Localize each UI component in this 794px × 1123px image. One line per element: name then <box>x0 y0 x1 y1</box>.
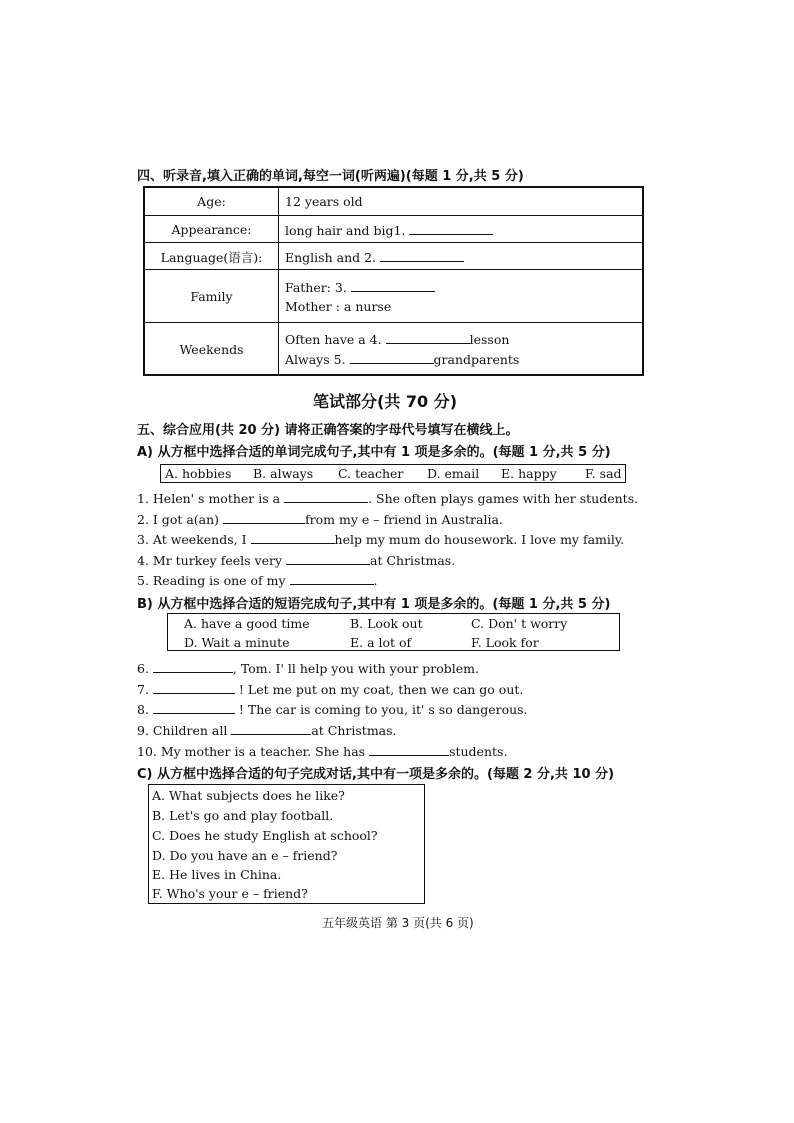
section5-heading: 五、综合应用(共 20 分) 请将正确答案的字母代号填写在横线上。 <box>137 423 519 438</box>
question-8: 8. ! The car is coming to you, it' s so dangerous. <box>137 702 528 717</box>
answer-blank[interactable] <box>153 701 235 714</box>
row-value: long hair and big1. <box>285 222 406 238</box>
row-key: Weekends <box>145 323 279 375</box>
table-row <box>145 322 642 375</box>
row-value: 12 years old <box>285 194 363 209</box>
question-10: 10. My mother is a teacher. She has students. <box>137 744 508 759</box>
option-c: C. teacher <box>338 466 404 481</box>
option-a: A. hobbies <box>165 466 232 481</box>
option-e: E. a lot of <box>350 635 412 650</box>
section4-heading: 四、听录音,填入正确的单词,每空一词(听两遍)(每题 1 分,共 5 分) <box>137 169 524 184</box>
table-row <box>145 242 642 270</box>
row-key: Language(语言): <box>145 243 279 270</box>
option-b: B. always <box>253 466 314 481</box>
option-a: A. have a good time <box>184 616 310 631</box>
partB-heading: B) 从方框中选择合适的短语完成句子,其中有 1 项是多余的。(每题 1 分,共 5 分) <box>137 597 611 612</box>
question-1: 1. Helen' s mother is a . She often plays games with her students. <box>137 491 639 506</box>
answer-blank[interactable] <box>290 572 374 585</box>
option-b: B. Let's go and play football. <box>152 808 334 823</box>
option-f: F. sad <box>585 466 622 481</box>
answer-blank[interactable] <box>286 552 370 565</box>
partA-option-box <box>160 464 626 483</box>
question-3: 3. At weekends, I help my mum do housework. I love my family. <box>137 532 625 547</box>
answer-blank[interactable] <box>153 660 233 673</box>
question-2: 2. I got a(an) from my e – friend in Australia. <box>137 512 503 527</box>
row-value: Mother : a nurse <box>285 299 392 314</box>
answer-blank[interactable] <box>369 743 449 756</box>
answer-blank-3[interactable] <box>351 279 435 292</box>
answer-blank[interactable] <box>251 531 335 544</box>
partA-heading: A) 从方框中选择合适的单词完成句子,其中有 1 项是多余的。(每题 1 分,共 5 分) <box>137 445 611 460</box>
question-4: 4. Mr turkey feels very at Christmas. <box>137 553 456 568</box>
question-9: 9. Children all at Christmas. <box>137 723 397 738</box>
table-row <box>145 269 642 323</box>
row-key: Family <box>145 270 279 323</box>
option-e: E. happy <box>501 466 557 481</box>
option-d: D. Do you have an e – friend? <box>152 848 338 863</box>
option-d: D. Wait a minute <box>184 635 290 650</box>
option-e: E. He lives in China. <box>152 867 282 882</box>
answer-blank-1[interactable] <box>409 222 493 235</box>
option-c: C. Does he study English at school? <box>152 828 378 843</box>
page-footer: 五年级英语 第 3 页(共 6 页) <box>322 916 474 930</box>
row-value: Always 5. <box>285 352 346 367</box>
table-row <box>145 188 642 215</box>
answer-blank[interactable] <box>231 722 311 735</box>
row-tail: lesson <box>469 332 510 347</box>
answer-blank[interactable] <box>284 490 368 503</box>
question-5: 5. Reading is one of my . <box>137 573 378 588</box>
option-f: F. Who's your e – friend? <box>152 886 308 901</box>
option-f: F. Look for <box>471 635 539 650</box>
answer-blank-4[interactable] <box>386 331 470 344</box>
option-d: D. email <box>427 466 480 481</box>
option-b: B. Look out <box>350 616 423 631</box>
answer-blank-5[interactable] <box>350 351 434 364</box>
answer-blank[interactable] <box>153 681 235 694</box>
question-7: 7. ! Let me put on my coat, then we can go out. <box>137 682 524 697</box>
listening-table <box>143 186 644 376</box>
partB-option-box <box>167 613 620 651</box>
answer-blank[interactable] <box>223 511 305 524</box>
row-tail: grandparents <box>433 352 520 367</box>
option-a: A. What subjects does he like? <box>152 788 345 803</box>
partC-heading: C) 从方框中选择合适的句子完成对话,其中有一项是多余的。(每题 2 分,共 10 分) <box>137 767 615 782</box>
written-part-title: 笔试部分(共 70 分) <box>313 392 458 411</box>
row-key: Appearance: <box>145 216 279 243</box>
row-value: Father: 3. <box>285 280 347 295</box>
row-value: Often have a 4. <box>285 332 382 347</box>
row-value: English and 2. <box>285 249 377 265</box>
question-6: 6. , Tom. I' ll help you with your problem. <box>137 661 479 676</box>
row-key: Age: <box>145 188 279 215</box>
answer-blank-2[interactable] <box>380 249 464 262</box>
table-row <box>145 215 642 243</box>
partC-option-box <box>148 784 425 904</box>
option-c: C. Don' t worry <box>471 616 568 631</box>
